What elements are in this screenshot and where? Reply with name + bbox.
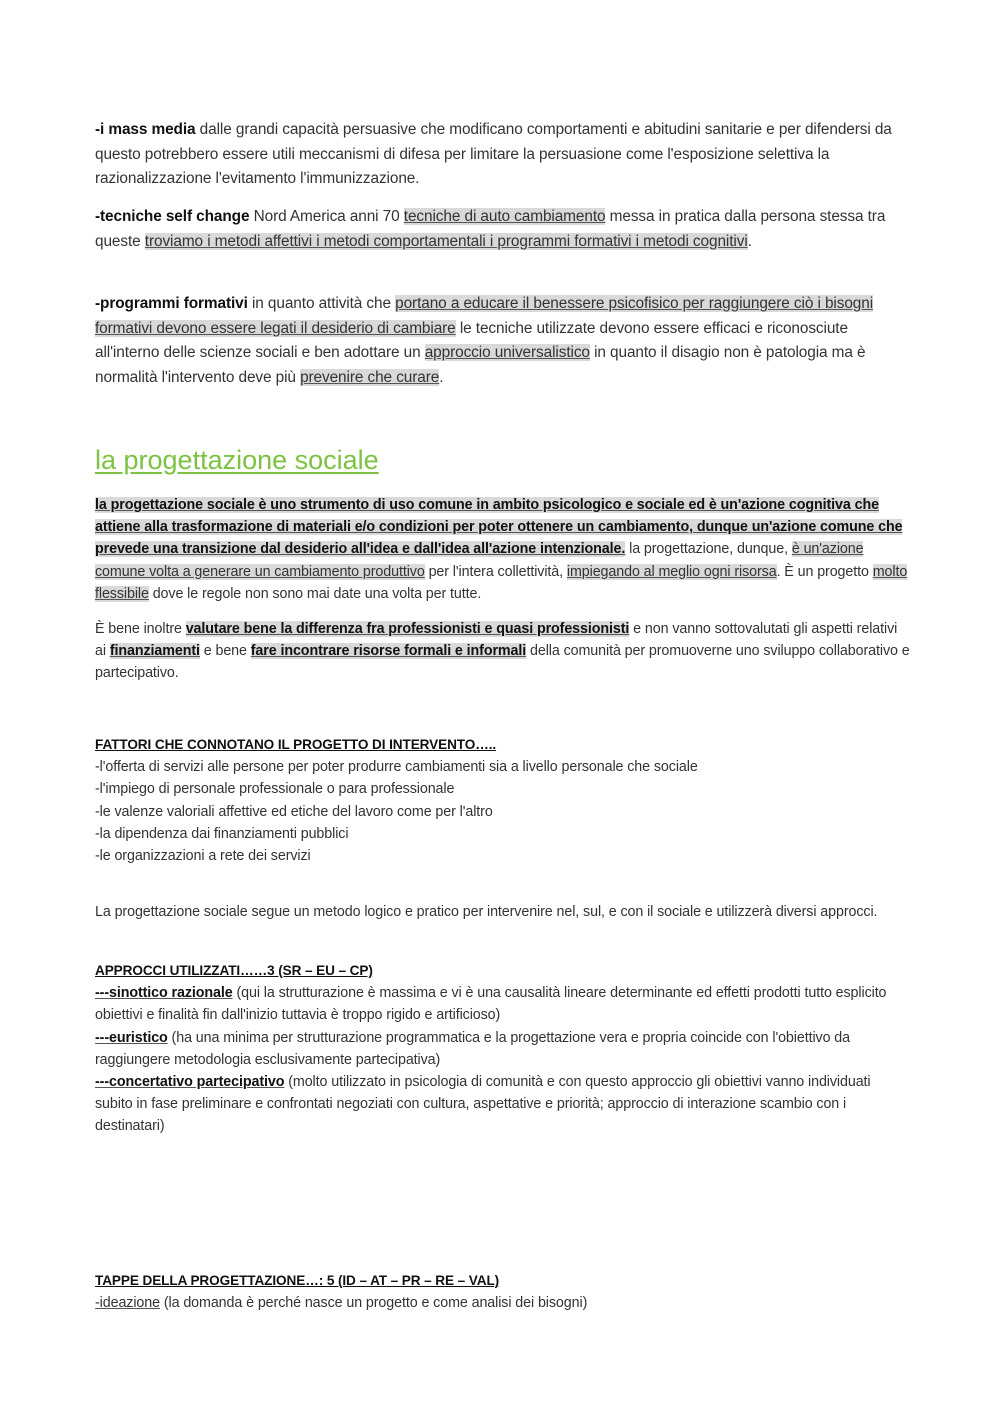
tappe-section [95, 1270, 910, 1314]
list-item: -l'offerta di servizi alle persone per poter produrre cambiamenti sia a livello personale che sociale [95, 759, 698, 776]
highlight-bold: finanziamenti [109, 643, 200, 660]
term: ---euristico [95, 1029, 168, 1046]
fattori-section [95, 734, 910, 867]
list-item: ---concertativo partecipativo (molto utilizzato in psicologia di comunità e con questo approccio gli obiettivi vanno individuati subito in fase preliminare e confrontati negoziati con cultura, aspettative e priorità; approccio di interazione scambio con i destinatari) [95, 1074, 871, 1135]
highlight: approccio universalistico [424, 344, 590, 362]
term: ---concertativo partecipativo [95, 1074, 285, 1091]
fattori-title: FATTORI CHE CONNOTANO IL PROGETTO DI INTERVENTO….. [95, 737, 497, 752]
highlight-bold: fare incontrare risorse formali e informali [250, 643, 527, 660]
section-heading: la progettazione sociale [95, 445, 379, 475]
highlight: tecniche di auto cambiamento [403, 208, 606, 225]
approcci-section [95, 960, 910, 1138]
highlight: è un'azione comune volta a generare un cambiamento produttivo [95, 541, 864, 580]
highlight: impiegando al meglio ogni risorsa [566, 563, 777, 580]
term: -ideazione [95, 1295, 160, 1312]
paragraph-professionisti: È bene inoltre valutare bene la differenza fra professionisti e quasi professionisti e non vanno sottovalutati gli aspetti relativi ai finanziamenti e bene fare incontrare risorse formali e informali della comunità per promuoverne uno sviluppo collaborativo e partecipativo. [95, 621, 910, 682]
paragraph-programmi-formativi: -programmi formativi in quanto attività che portano a educare il benessere psicofisico per raggiungere ciò i bisogni formativi devono essere legati il desiderio di cambiare le tecniche utilizzate devono essere efficaci e riconosciute all'interno delle scienze sociali e ben adottare un approccio universalistico in quanto il disagio non è patologia ma è normalità l'intervento deve più prevenire che curare. [95, 295, 874, 386]
list-item: -ideazione (la domanda è perché nasce un progetto e come analisi dei bisogni) [95, 1295, 588, 1312]
highlight: troviamo i metodi affettivi i metodi comportamentali i programmi formativi i metodi cognitivi [144, 232, 748, 250]
list-item: -le valenze valoriali affettive ed etiche del lavoro come per l'altro [95, 803, 493, 820]
tappe-title: TAPPE DELLA PROGETTAZIONE…: 5 (ID – AT – PR – RE – VAL) [95, 1273, 500, 1288]
highlight: prevenire che curare [300, 368, 440, 386]
list-item: ---euristico (ha una minima per strutturazione programmatica e la progettazione vera e propria coincide con l'obiettivo da raggiungere metodologia esclusivamente partecipativa) [95, 1029, 851, 1068]
highlight: portano a educare il benessere psicofisico per raggiungere ciò i bisogni formativi devono essere legati il desiderio di cambiare [95, 295, 874, 337]
paragraph-metodo: La progettazione sociale segue un metodo logico e pratico per intervenire nel, sul, e con il sociale e utilizzerà diversi approcci. [95, 904, 878, 920]
highlight: molto flessibile [95, 563, 908, 602]
approcci-title: APPROCCI UTILIZZATI……3 (SR – EU – CP) [95, 963, 373, 978]
list-item: -l'impiego di personale professionale o para professionale [95, 781, 455, 798]
paragraph-definition: la progettazione sociale è uno strumento di uso comune in ambito psicologico e sociale ed è un'azione cognitiva che attiene alla trasformazione di materiali e/o condizioni per poter ottenere un cambiamento, dunque un'azione comune che prevede una transizione dal desiderio all'idea e dall'idea all'azione intenzionale. la progettazione, dunque, è un'azione comune volta a generare un cambiamento produttivo per l'intera collettività, impiegando al meglio ogni risorsa. È un progetto molto flessibile dove le regole non sono mai date una volta per tutte. [95, 497, 908, 602]
term-self-change: -tecniche self change [95, 208, 250, 225]
list-item: -le organizzazioni a rete dei servizi [95, 848, 311, 865]
term: ---sinottico razionale [95, 985, 233, 1002]
highlight-bold: dunque un'azione comune che prevede una transizione dal desiderio all'idea e dall'idea all'azione intenzionale. [95, 519, 903, 558]
term-mass-media: -i mass media [95, 121, 196, 138]
paragraph-self-change: -tecniche self change Nord America anni 70 tecniche di auto cambiamento messa in pratica dalla persona stessa tra queste troviamo i metodi affettivi i metodi comportamentali i programmi formativi i metodi cognitivi. [95, 208, 886, 250]
paragraph-mass-media: -i mass media dalle grandi capacità persuasive che modificano comportamenti e abitudini sanitarie e per difendersi da questo potrebbero essere utili meccanismi di difesa per limitare la persuasione come l'esposizione selettiva la razionalizzazione l'evitamento l'immunizzazione. [95, 121, 892, 188]
term-programmi-formativi: -programmi formativi [95, 295, 248, 312]
highlight-bold: valutare bene la differenza fra professionisti e quasi professionisti [185, 621, 630, 637]
list-item: ---sinottico razionale (qui la strutturazione è massima e vi è una causalità lineare determinante ed effetti prodotti tutto esplicito obiettivi e finalità fin dall'inizio tuttavia è troppo rigido e artificioso) [95, 985, 887, 1024]
list-item: -la dipendenza dai finanziamenti pubblici [95, 825, 349, 842]
highlight-bold: la progettazione sociale è uno strumento di uso comune in ambito psicologico e sociale ed è un'azione cognitiva che attiene alla trasformazione di materiali e/o condizioni per poter ottenere un cambiamento, [95, 497, 879, 536]
